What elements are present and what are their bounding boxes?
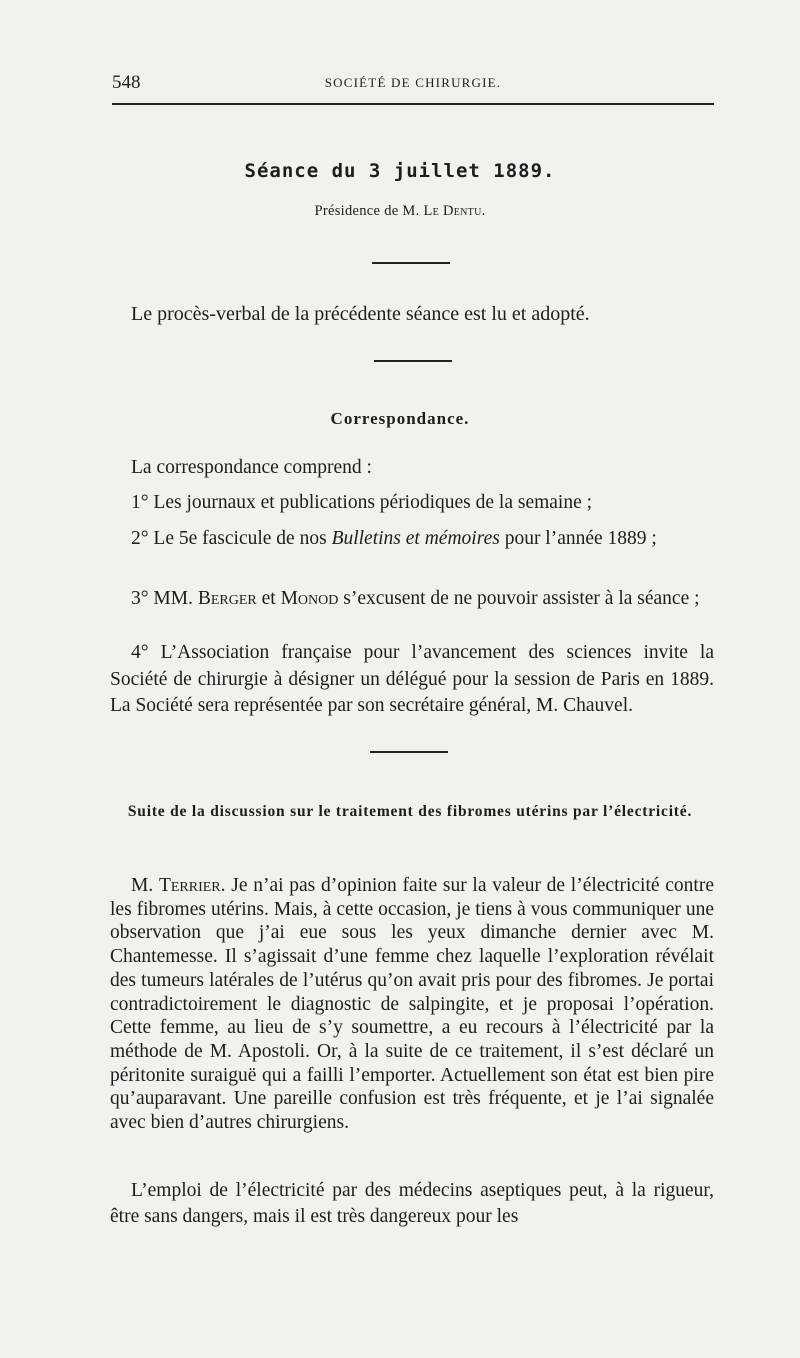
president-name: Le Dentu [423, 203, 482, 219]
continuation-paragraph: L’emploi de l’électricité par des médecins aseptiques peut, à la rigueur, être sans dangers, mais il est très dangereux pour les [110, 1180, 714, 1227]
item3-text-a: 3° MM. [131, 588, 198, 609]
correspondance-heading: Correspondance. [330, 409, 470, 428]
speaker-prefix: M. [131, 875, 159, 896]
correspondance-item-2 [110, 526, 714, 553]
separator-rule [370, 751, 448, 753]
name-monod: Monod [280, 588, 339, 609]
name-berger: Berger [197, 588, 257, 609]
item3-text-mid: et [256, 588, 281, 609]
separator-rule [374, 360, 452, 362]
bulletins-title: Bulletins et mémoires [331, 528, 500, 549]
session-title: Séance du 3 juillet 1889. [244, 160, 556, 182]
item3-text-b: s’excusent de ne pouvoir assister à la séance ; [338, 588, 700, 609]
discussion-heading: Suite de la discussion sur le traitement des fibromes utérins par l’électricité. [127, 803, 693, 820]
item2-text-a: 2° Le 5e fascicule de nos [131, 528, 332, 549]
correspondance-item-1: 1° Les journaux et publications périodiques de la semaine ; [131, 492, 593, 513]
running-head: SOCIÉTÉ DE CHIRURGIE. [324, 75, 502, 90]
item2-text-b: pour l’année 1889 ; [499, 528, 657, 549]
presidence-line [0, 203, 800, 220]
page-header [112, 72, 714, 104]
terrier-speech [110, 874, 714, 1135]
correspondance-intro: La correspondance comprend : [131, 457, 372, 478]
presidence-prefix: Présidence de M. [314, 203, 424, 219]
presidence-suffix: . [481, 203, 486, 219]
speech-text: . Je n’ai pas d’opinion faite sur la valeur de l’électricité contre les fibromes utérins. Mais, à cette occasion, je tiens à vous communiquer une observation que j’ai eue sous les yeux dimanche dernier avec M. Chantemesse. Il s’agissait d’une femme chez laquelle l’exploration révélait des tumeurs latérales de l’utérus qu’on avait pris pour des fibromes. Je portai contradictoirement le diagnostic de salpingite, et je proposai l’opération. Cette femme, au lieu de s’y soumettre, a eu recours à l’électricité par la méthode de M. Apostoli. Or, à la suite de ce traitement, il s’est déclaré un péritonite suraiguë qui a failli l’emporter. Actuellement son état est bien pire qu’auparavant. Une pareille confusion est très fréquente, et je l’ai signalée avec bien d’autres chirurgiens. [110, 875, 714, 1134]
correspondance-item-3 [110, 586, 714, 613]
speaker-name: Terrier [158, 875, 221, 896]
separator-rule [372, 262, 450, 264]
header-rule [112, 103, 714, 105]
page-number: 548 [112, 72, 141, 93]
proces-verbal-paragraph: Le procès-verbal de la précédente séance est lu et adopté. [131, 303, 590, 325]
correspondance-item-4: 4° L’Association française pour l’avancement des sciences invite la Société de chirurgie à désigner un délégué pour la session de Paris en 1889. La Société sera représentée par son secrétaire général, M. Chauvel. [110, 642, 714, 716]
